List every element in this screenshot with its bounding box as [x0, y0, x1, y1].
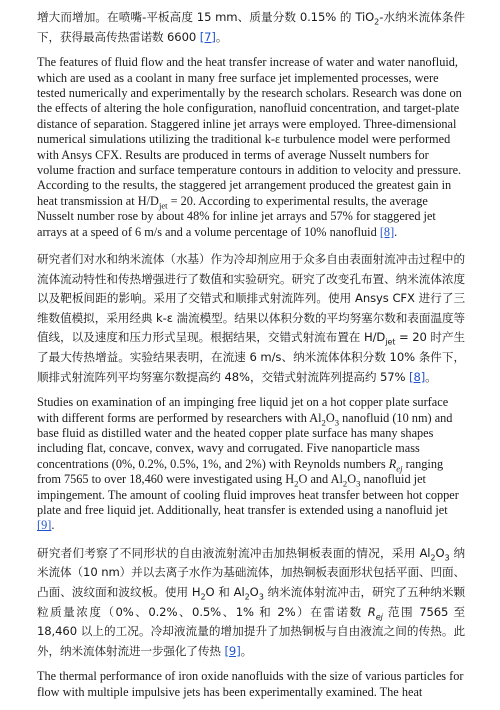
citation-link[interactable]: [8]	[379, 224, 395, 239]
document-page	[37, 8, 465, 710]
text-run: = 20 时产生了最大传热增益。实验结果表明，在流速 6 m/s、纳米流体体积分数 10% 条件下，顺排式射流阵列平均努塞尔数提高约 48%，交错式射流阵列提高约 57%	[37, 330, 465, 384]
english-paragraph	[37, 395, 465, 534]
text-run: The features of fluid flow and the heat transfer increase of water and water nanofluid, which are used as a coolant in many free surface jet implemented processes, were tested numerically and experimentally by the research scholars. Research was done on the effects of altering the hole configuration, nanofluid concentration, and target-plate distance of separation. Staggered inline jet arrays were employed. Three-dimensional numerical simulations utilizing the traditional k-ε turbulence model were performed with Ansys CFX. Results are produced in terms of average Nusselt numbers for volume fraction and surface temperature contours in addition to velocity and pressure. According to the results, the staggered jet arrangement produced the greatest gain in heat transmission at H/D	[37, 55, 462, 208]
subscript: ej	[396, 463, 403, 474]
subscript: 2	[374, 16, 380, 27]
chinese-paragraph	[37, 250, 465, 387]
italic-symbol: R	[388, 456, 397, 471]
subscript: ej	[375, 610, 383, 621]
text-run: The thermal performance of iron oxide nanofluids with the size of various particles for flow with multiple impulsive jets has been experimentally examined. The heat	[37, 669, 464, 699]
subscript: 2	[321, 417, 326, 428]
text-run: O	[249, 585, 259, 600]
subscript: 2	[200, 591, 206, 602]
text-run: O and Al	[298, 472, 343, 487]
chinese-paragraph	[37, 544, 465, 662]
citation-link[interactable]: [7]	[199, 29, 216, 44]
citation-link[interactable]: [9]	[37, 518, 52, 533]
italic-symbol: R	[367, 604, 376, 619]
text-run: 研究者们对水和纳米流体（水基）作为冷却剂应用于众多自由表面射流冲击过程中的流体流动特性和传热增强进行了数值和实验研究。研究了改变孔布置、纳米流体浓度以及靶板间距的影响。采用了交错式和顺排式射流阵列。使用 Ansys CFX 进行了三维数值模拟，采用经典 k-ε 湍流模型。结果以体积分数的平均努塞尔数和表面温度等值线，以及速度和压力形式呈现。根据结果，交错式射流布置在 H/D	[37, 252, 465, 345]
text-run: 。	[425, 369, 437, 384]
subscript: 3	[258, 591, 264, 602]
text-run: nanofluid (10 nm) and base fluid as distilled water and the heated copper plate surface has many shapes including flat, concave, convex, wavy and corrugated. Five nanoparticle mass concentrations (0%, 0.2%, 0.5%, 1%, and 2%) with Reynolds numbers	[37, 410, 453, 471]
text-run: 增大而增加。在喷嘴-平板高度 15 mm、质量分数 0.15% 的 TiO	[37, 10, 375, 24]
text-run: 。	[240, 643, 253, 658]
subscript: jet	[385, 336, 396, 347]
text-run: O	[435, 545, 445, 560]
subscript: jet	[158, 200, 168, 211]
text-run: -水纳米流体条件下，获得最高传热雷诺数 6600	[37, 10, 466, 44]
text-run: O	[347, 472, 357, 487]
english-paragraph	[37, 669, 465, 700]
subscript: 3	[356, 478, 361, 489]
citation-link[interactable]: [8]	[409, 369, 426, 384]
text-run: = 20. According to experimental results, the average Nusselt number rose by about 48% for inline jet arrays and 57% for staggered jet arrays at a speed of 6 m/s and a volume percentage of 10% nanofluid	[37, 193, 436, 239]
subscript: 2	[430, 552, 436, 563]
subscript: 3	[334, 417, 340, 428]
text-run: O	[325, 410, 335, 425]
subscript: 2	[294, 478, 299, 489]
text-run: O 和 Al	[205, 585, 245, 600]
citation-link[interactable]: [9]	[224, 643, 241, 658]
text-run: ranging from 7565 to over 18,460 were investigated using H	[37, 456, 444, 487]
text-run: 范围 7565 至 18,460 以上的工况。冷却液流量的增加提升了加热铜板与自由液流之间的传热。此外，纳米流体射流进一步强化了传热	[37, 604, 465, 658]
text-run: .	[51, 518, 55, 533]
subscript: 3	[444, 552, 450, 563]
chinese-paragraph	[37, 8, 465, 47]
text-run: 纳米流体（10 nm）并以去离子水作为基础流体，加热铜板表面形状包括平面、凹面、凸面、波纹面和波纹板。使用 H	[37, 545, 465, 600]
text-run: 纳米流体射流冲击，研究了五种纳米颗粒质量浓度（0%、0.2%、0.5%、1% 和 2%）在雷诺数	[37, 585, 465, 619]
english-paragraph	[37, 55, 465, 240]
text-run: 。	[215, 29, 228, 44]
text-run: 研究者们考察了不同形状的自由液流射流冲击加热铜板表面的情况，采用 Al	[37, 545, 431, 560]
text-run: nanofluid jet impingement. The amount of cooling fluid improves heat transfer between hot copper plate and free liquid jet. Additionally, heat transfer is extended using a nanofluid jet	[37, 472, 459, 518]
subscript: 2	[244, 591, 250, 602]
text-run: Studies on examination of an impinging free liquid jet on a hot copper plate surface with different forms are performed by researchers with Al	[37, 395, 449, 425]
subscript: 2	[342, 478, 348, 489]
text-run: .	[394, 224, 398, 239]
